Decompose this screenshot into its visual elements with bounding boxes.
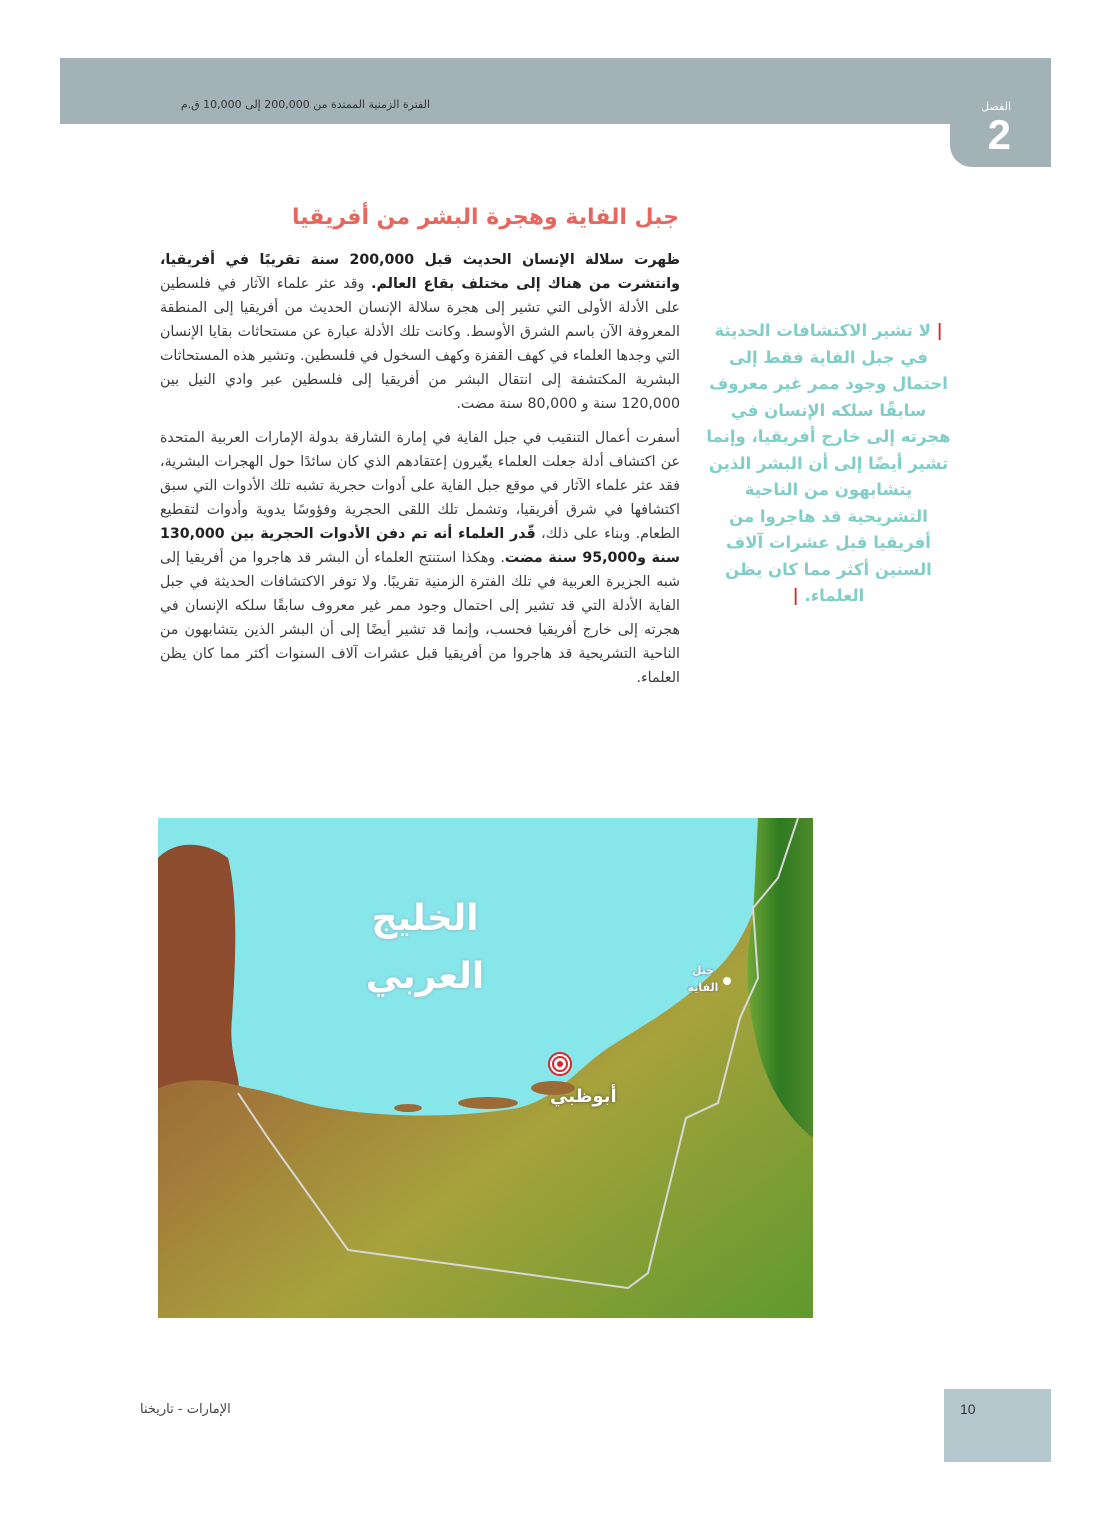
page-number-tab <box>944 1389 1051 1462</box>
qatar-peninsula <box>158 845 239 1098</box>
page-number: 10 <box>960 1401 976 1417</box>
quote-end-bar: | <box>792 586 799 605</box>
jebel-label-line2: الفاية <box>687 981 719 994</box>
pull-quote <box>706 318 951 610</box>
paragraph-2-bold: قّدر العلماء أنه تم دفن الأدوات الحجرية بين 130,000 سنة و95,000 سنة مضت <box>160 526 680 566</box>
island <box>458 1097 518 1109</box>
paragraph-1 <box>160 248 680 416</box>
quote-start-bar: | <box>936 321 943 340</box>
chapter-number: 2 <box>987 111 1011 158</box>
abudhabi-label: أبوظبي <box>550 1086 617 1107</box>
paragraph-2-text-a: أسفرت أعمال التنقيب في جبل الفاية في إمارة الشارقة بدولة الإمارات العربية المتحدة عن اكتشاف أدلة جعلت العلماء يغّيرون إعتقادهم الذي كان سائدًا حول الهجرات البشرية، فقد عثر علماء الآثار في موقع جبل الفاية على أدوات حجرية تشبه تلك الأدوات التي سبق اكتشافها في شرق أفريقيا، وتشمل تلك اللقى الحجرية وفؤوسًا يدوية وأدوات لتقطيع الطعام. وبناء على ذلك، <box>160 430 680 542</box>
body-text <box>160 248 680 700</box>
pull-quote-text: لا تشير الاكتشافات الحديثة في جبل الفاية فقط إلى احتمال وجود ممر غير معروف سابقًا سلكه الإنسان في هجرته إلى خارج أفريقيا، وإنما تشير أيضًا إلى أن البشر الذين يتشابهون من الناحية التشريحية قد هاجروا من أفريقيا قبل عشرات آلاف السنين أكثر مما كان يظن العلماء. <box>706 321 951 605</box>
sea-label-line2: العربي <box>365 956 485 997</box>
paragraph-1-text: وقد عثر علماء الآثار في فلسطين على الأدلة الأولى التي تشير إلى هجرة سلالة الإنسان الحديث من أفريقيا إلى المنطقة المعروفة الآن باسم الشرق الأوسط. وكانت تلك الأدلة عبارة عن مستحاثات بقايا الإنسان التي وجدها العلماء في كهف القفزة وكهف السخول في فلسطين. وتشير هذه المستحاثات البشرية المكتشفة إلى انتقال البشر من أفريقيا إلى فلسطين عبر وادي النيل بين 120,000 سنة و 80,000 سنة مضت. <box>160 276 680 412</box>
running-header <box>60 58 950 124</box>
sea-label <box>340 890 510 1006</box>
footer-book-title: الإمارات - تاريخنا <box>140 1402 231 1417</box>
paragraph-1-bold: ظهرت سلالة الإنسان الحديث قبل 200,000 سنة تقريبًا في أفريقيا، وانتشرت من هناك إلى مختلف بقاع العالم. <box>160 252 680 292</box>
paragraph-2 <box>160 426 680 690</box>
page-title: جبل الفاية وهجرة البشر من أفريقيا <box>292 205 679 230</box>
period-text: الفترة الزمنية الممتدة من 200,000 إلى 10,000 ق.م <box>180 98 430 111</box>
jebel-faya-label <box>678 962 728 996</box>
paragraph-2-text-b: . وهكذا استنتج العلماء أن البشر قد هاجروا من أفريقيا إلى شبه الجزيرة العربية في تلك الفترة الزمنية تقريبًا. ولا توفر الاكتشافات الحديثة في جبل الفاية الأدلة التي قد تشير إلى احتمال وجود ممر غير معروف سابقًا سلكه الإنسان في هجرته إلى خارج أفريقيا فحسب، وإنما قد تشير أيضًا إلى أن البشر الذين يتشابهون من الناحية التشريحية قد هاجروا من أفريقيا قبل عشرات آلاف السنوات أكثر مما كان يظن العلماء. <box>160 550 680 686</box>
chapter-label: الفصل <box>981 100 1011 113</box>
island <box>394 1104 422 1112</box>
sea-label-line1: الخليج <box>371 898 479 939</box>
jebel-label-line1: جبل <box>691 964 715 977</box>
chapter-tab <box>950 58 1051 167</box>
abudhabi-marker-dot <box>557 1061 563 1067</box>
